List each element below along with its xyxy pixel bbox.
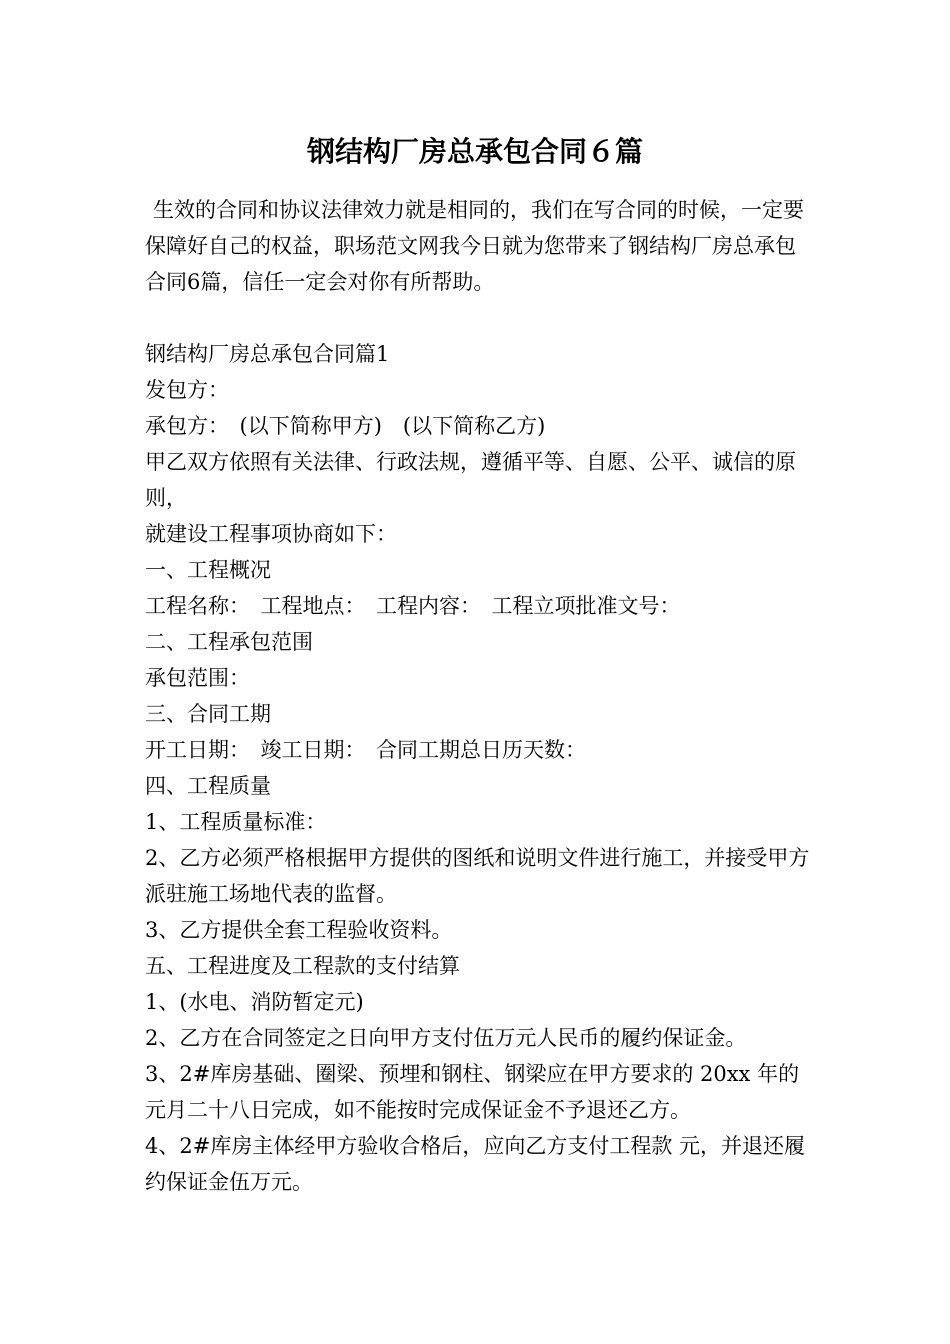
project-fields-line: 工程名称： 工程地点： 工程内容： 工程立项批准文号： [145,594,681,618]
section-heading-quality: 四、工程质量 [145,774,271,798]
payment-item-1: 1、(水电、消防暂定元) [145,990,364,1014]
payment-item-4: 4、2#库房主体经甲方验收合格后，应向乙方支付工程款 元，并退还履约保证金伍万元。 [145,1134,805,1194]
section-heading-scope: 二、工程承包范围 [145,630,313,654]
scope-line: 承包范围： [145,666,250,690]
document-body [145,192,810,1200]
quality-item-3: 3、乙方提供全套工程验收资料。 [145,918,453,942]
payment-item-2: 2、乙方在合同签定之日向甲方支付伍万元人民币的履约保证金。 [145,1026,747,1050]
section-heading-overview: 一、工程概况 [145,558,271,582]
paragraph-spacer [145,300,810,336]
quality-item-1: 1、工程质量标准： [145,810,327,834]
contractor-line: 承包方： (以下简称甲方) (以下简称乙方) [145,414,546,438]
document-title: 钢结构厂房总承包合同６篇 [306,135,643,168]
payment-item-3: 3、2#库房基础、圈梁、预埋和钢柱、钢梁应在甲方要求的 20xx 年的元月二十八日完成，如不能按时完成保证金不予退还乙方。 [145,1062,800,1122]
dates-line: 开工日期： 竣工日期： 合同工期总日历天数： [145,738,586,762]
section-heading-payment: 五、工程进度及工程款的支付结算 [145,954,460,978]
intro-paragraph: 生效的合同和协议法律效力就是相同的，我们在写合同的时候，一定要保障好自己的权益，职场范文网我今日就为您带来了钢结构厂房总承包合同6篇，信任一定会对你有所帮助。 [145,198,804,294]
preamble-line: 甲乙双方依照有关法律、行政法规，遵循平等、自愿、公平、诚信的原则， [145,450,796,510]
section-heading-contract-1: 钢结构厂房总承包合同篇1 [145,342,390,366]
section-heading-period: 三、合同工期 [145,702,271,726]
agreement-line: 就建设工程事项协商如下： [145,522,397,546]
quality-item-2: 2、乙方必须严格根据甲方提供的图纸和说明文件进行施工，并接受甲方派驻施工场地代表的监督。 [145,846,810,906]
issuer-line: 发包方： [145,378,229,402]
